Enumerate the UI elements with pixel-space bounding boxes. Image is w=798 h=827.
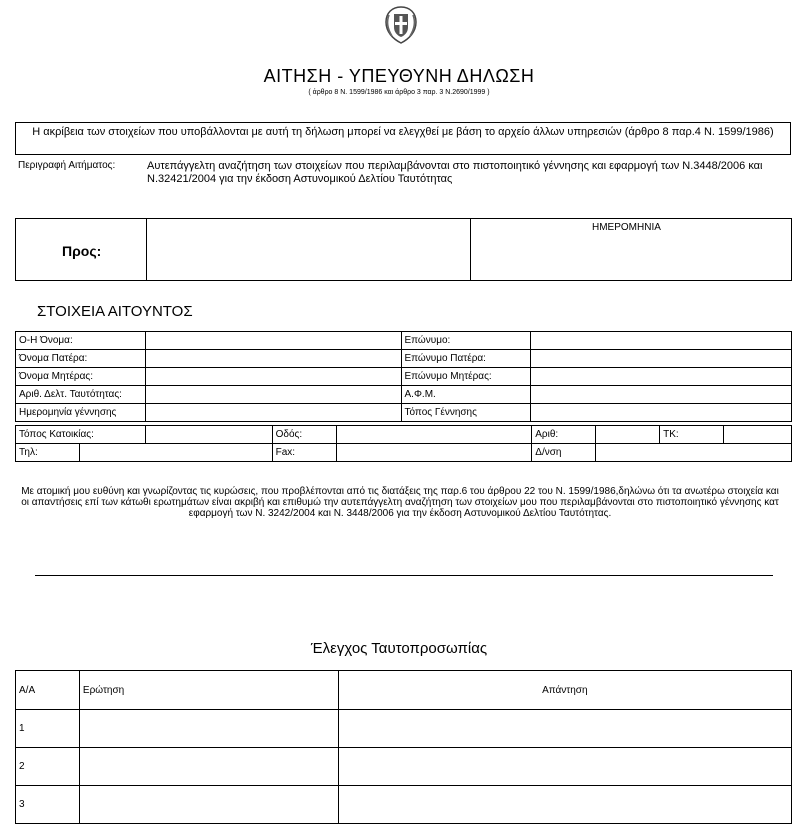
- fax-field[interactable]: [336, 444, 532, 462]
- applicant-section-title: ΣΤΟΙΧΕΙΑ ΑΙΤΟΥΝΤΟΣ: [37, 303, 193, 320]
- recipient-box: [15, 218, 792, 281]
- answer-header: Απάντηση: [338, 671, 791, 710]
- father-surname-label: Επώνυμο Πατέρα:: [401, 350, 531, 368]
- id-number-field[interactable]: [145, 386, 401, 404]
- index-header: Α/Α: [16, 671, 80, 710]
- table-row: [16, 350, 792, 368]
- father-name-label: Όνομα Πατέρα:: [16, 350, 146, 368]
- postcode-field[interactable]: [724, 426, 792, 444]
- residence-label: Τόπος Κατοικίας:: [16, 426, 146, 444]
- afm-label: Α.Φ.Μ.: [401, 386, 531, 404]
- row-index: 1: [16, 710, 80, 748]
- question-field[interactable]: [79, 710, 338, 748]
- row-index: 2: [16, 748, 80, 786]
- number-label: Αριθ:: [532, 426, 596, 444]
- table-row: [16, 426, 792, 444]
- postcode-label: ΤΚ:: [660, 426, 724, 444]
- form-title: ΑΙΤΗΣΗ - ΥΠΕΥΘΥΝΗ ΔΗΛΩΣΗ: [263, 66, 535, 86]
- table-header-row: [16, 671, 792, 710]
- table-row: [16, 444, 792, 462]
- street-label: Οδός:: [272, 426, 336, 444]
- date-label: ΗΜΕΡΟΜΗΝΙΑ: [592, 222, 661, 233]
- recipient-label-cell: [16, 219, 147, 280]
- declaration-text: Με ατομική μου ευθύνη και γνωρίζοντας τις κυρώσεις, που προβλέπονται από τις διατάξεις της παρ.6 του άρθρου 22 του Ν. 1599/1986,δηλώνω ότι τα ανωτέρω στοιχεία και οι απαντήσεις επί των κάτωθι ερωτημάτων είναι ακριβή και επιθυμώ την αυτεπάγγελτη αναζήτηση των στοιχείων μου που περιλαμβάνονται στο πιστοποιητικό γέννησης κατ εφαρμογή των Ν. 3242/2004 και Ν. 3448/2006 για την έκδοση Αστυνομικού Δελτίου Ταυτότητας.: [21, 486, 779, 519]
- answer-field[interactable]: [338, 748, 791, 786]
- fax-label: Fax:: [272, 444, 336, 462]
- recipient-label: Προς:: [62, 243, 102, 259]
- table-row: [16, 404, 792, 422]
- residence-field[interactable]: [145, 426, 272, 444]
- mother-name-label: Όνομα Μητέρας:: [16, 368, 146, 386]
- question-header: Ερώτηση: [79, 671, 338, 710]
- phone-field[interactable]: [79, 444, 272, 462]
- coat-of-arms-emblem: [382, 5, 420, 45]
- birth-place-label: Τόπος Γέννησης: [401, 404, 531, 422]
- answer-field[interactable]: [338, 786, 791, 824]
- answer-field[interactable]: [338, 710, 791, 748]
- recipient-field[interactable]: [146, 219, 471, 280]
- table-row: [16, 332, 792, 350]
- mother-surname-field[interactable]: [531, 368, 792, 386]
- email-label: Δ/νση: [532, 444, 596, 462]
- surname-field[interactable]: [531, 332, 792, 350]
- street-field[interactable]: [336, 426, 532, 444]
- form-subtitle: ( άρθρο 8 Ν. 1599/1986 και άρθρο 3 παρ. 3 Ν.2690/1999 ): [308, 89, 490, 96]
- table-row: [16, 386, 792, 404]
- mother-name-field[interactable]: [145, 368, 401, 386]
- table-row: [16, 748, 792, 786]
- identity-check-table: [15, 670, 792, 824]
- request-description-text: Αυτεπάγγελτη αναζήτηση των στοιχείων που περιλαμβάνονται στο πιστοποιητικό γέννησης και εφαρμογή των Ν.3448/2006 και Ν.32421/2004 για την έκδοση Αστυνομικού Δελτίου Ταυτότητας: [147, 160, 763, 185]
- father-name-field[interactable]: [145, 350, 401, 368]
- mother-surname-label: Επώνυμο Μητέρας:: [401, 368, 531, 386]
- notice-box: Η ακρίβεια των στοιχείων που υποβάλλονται με αυτή τη δήλωση μπορεί να ελεγχθεί με βάση το αρχείο άλλων υπηρεσιών (άρθρο 8 παρ.4 Ν. 1599/1986): [15, 122, 791, 155]
- question-field[interactable]: [79, 786, 338, 824]
- signature-line[interactable]: [35, 575, 773, 576]
- afm-field[interactable]: [531, 386, 792, 404]
- first-name-field[interactable]: [145, 332, 401, 350]
- birth-place-field[interactable]: [531, 404, 792, 422]
- first-name-label: Ο-Η Όνομα:: [16, 332, 146, 350]
- applicant-details-table: [15, 331, 792, 422]
- row-index: 3: [16, 786, 80, 824]
- table-row: [16, 368, 792, 386]
- request-description-label: Περιγραφή Αιτήματος:: [18, 160, 116, 171]
- table-row: [16, 710, 792, 748]
- surname-label: Επώνυμο:: [401, 332, 531, 350]
- identity-check-title: Έλεγχος Ταυτοπροσωπίας: [310, 640, 488, 657]
- father-surname-field[interactable]: [531, 350, 792, 368]
- number-field[interactable]: [596, 426, 660, 444]
- birth-date-field[interactable]: [145, 404, 401, 422]
- table-row: [16, 786, 792, 824]
- phone-label: Τηλ:: [16, 444, 80, 462]
- id-number-label: Αριθ. Δελτ. Ταυτότητας:: [16, 386, 146, 404]
- email-field[interactable]: [596, 444, 792, 462]
- question-field[interactable]: [79, 748, 338, 786]
- birth-date-label: Ημερομηνία γέννησης: [16, 404, 146, 422]
- applicant-contact-table: [15, 425, 792, 462]
